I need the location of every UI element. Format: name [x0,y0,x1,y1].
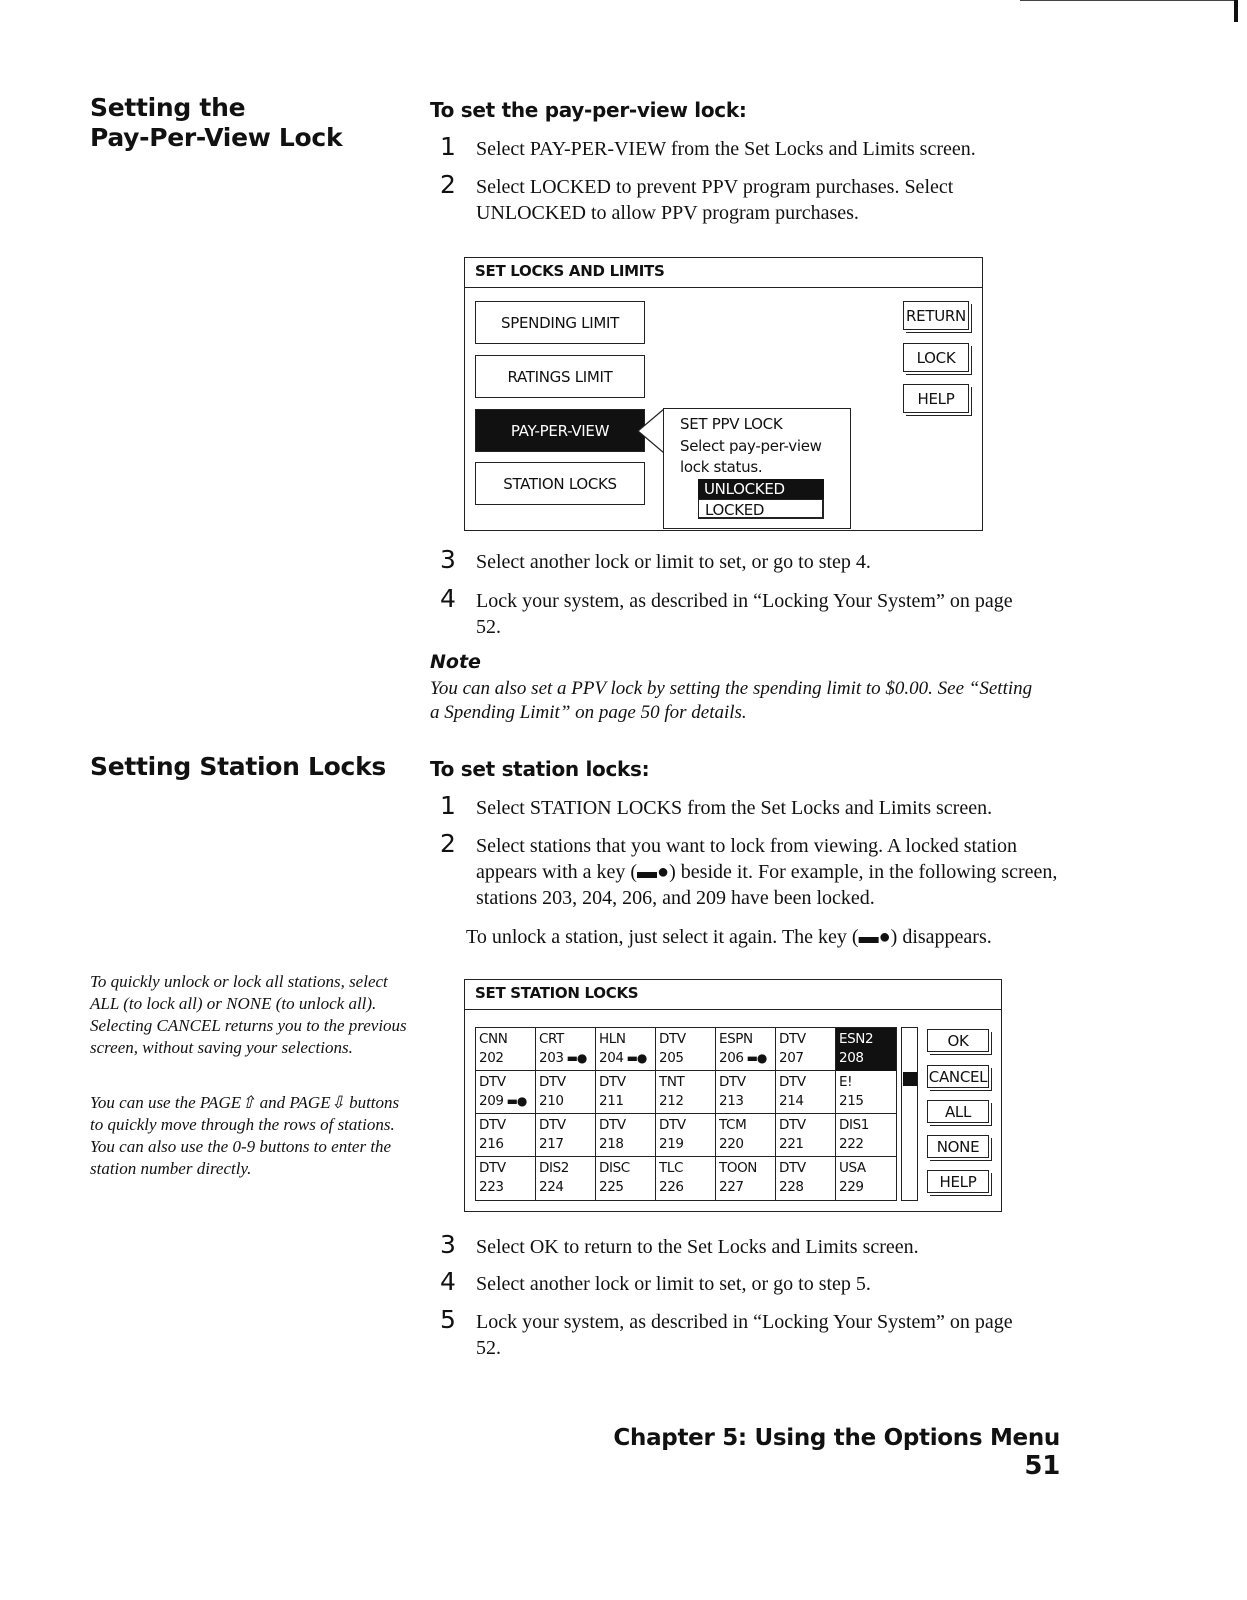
step-text: Select STATION LOCKS from the Set Locks and Limits screen. [476,797,993,819]
page-number: 51 [1024,1451,1060,1481]
station-name: DTV [599,1074,626,1090]
ratings-limit-button[interactable]: RATINGS LIMIT [475,355,645,398]
station-name: CRT [539,1031,564,1047]
station-number-value: 223 [479,1179,504,1195]
station-cell[interactable] [656,1157,716,1200]
key-icon: ▬● [506,1094,527,1108]
locked-option[interactable]: LOCKED [698,499,824,519]
station-cell[interactable] [536,1114,596,1157]
station-name: ESPN [719,1031,753,1047]
station-number-value: 218 [599,1136,624,1152]
station-cell[interactable] [476,1114,536,1157]
station-name: DISC [599,1160,630,1176]
station-name: DTV [539,1074,566,1090]
cancel-button[interactable]: CANCEL [927,1065,989,1088]
screen-title-divider [465,287,982,288]
station-number [479,1135,535,1154]
station-name: DTV [659,1117,686,1133]
station-grid [475,1027,897,1201]
station-number-value: 206 [719,1050,744,1066]
corner-bar [1234,0,1238,22]
lock-button[interactable]: LOCK [903,343,969,372]
step-text: Select PAY-PER-VIEW from the Set Locks and Limits screen. [476,138,976,160]
step-number: 1 [440,791,456,820]
station-number [479,1049,535,1068]
station-number [779,1135,835,1154]
station-cell[interactable] [656,1028,716,1071]
step-number: 3 [440,545,456,574]
station-number [599,1092,655,1111]
step-number: 1 [440,132,456,161]
station-name: DTV [719,1074,746,1090]
station-cell[interactable] [776,1028,836,1071]
step-number: 5 [440,1305,456,1334]
station-number-value: 219 [659,1136,684,1152]
station-number [839,1092,896,1111]
help-button[interactable]: HELP [927,1170,989,1193]
station-number [599,1135,655,1154]
note-text: You can also set a PPV lock by setting the spending limit to $0.00. See “Setting a Spending Limit” on page 50 for details. [430,678,1033,723]
station-number-value: 221 [779,1136,804,1152]
station-number [539,1178,595,1197]
station-cell[interactable] [656,1071,716,1114]
key-icon: ▬● [566,1051,587,1065]
station-number-value: 213 [719,1093,744,1109]
step-text: Select LOCKED to prevent PPV program purchases. Select UNLOCKED to allow PPV program purchases. [476,176,954,224]
station-number-value: 209 [479,1093,504,1109]
station-number [839,1135,896,1154]
station-cell[interactable] [596,1114,656,1157]
station-number [659,1135,715,1154]
station-name: DIS1 [839,1117,869,1133]
step-number: 4 [440,1267,456,1296]
station-name: DIS2 [539,1160,569,1176]
station-cell[interactable] [836,1157,896,1200]
pay-per-view-button[interactable]: PAY-PER-VIEW [475,409,645,452]
station-number [839,1178,896,1197]
station-number [839,1049,896,1068]
station-name: TOON [719,1160,757,1176]
station-cell[interactable] [536,1071,596,1114]
station-cell[interactable] [596,1071,656,1114]
station-number-value: 217 [539,1136,564,1152]
station-number [539,1049,595,1068]
screen-title-divider [465,1009,1001,1010]
page-footer [600,1425,1060,1481]
popup-pointer-icon [635,408,665,454]
margin-note-all-none: To quickly unlock or lock all stations, select ALL (to lock all) or NONE (to unlock all). Selecting CANCEL returns you to the previous screen, without saving your selections. [90,972,407,1057]
step-text: Lock your system, as described in “Locking Your System” on page 52. [476,590,1013,638]
station-cell[interactable] [476,1028,536,1071]
station-number-value: 226 [659,1179,684,1195]
station-locks-button[interactable]: STATION LOCKS [475,462,645,505]
station-number-value: 208 [839,1050,864,1066]
step-text: Select OK to return to the Set Locks and Limits screen. [476,1236,919,1258]
set-ppv-lock-popup [663,408,851,529]
step-text: Select another lock or limit to set, or go to step 4. [476,551,871,573]
step-text: Select stations that you want to lock from viewing. A locked station appears with a key (▬●) beside it. For example, in the following screen, stations 203, 204, 206, and 209 have been locked. [476,835,1058,909]
station-name: DTV [659,1031,686,1047]
section2-procedure-heading: To set station locks: [430,757,650,781]
station-number [719,1049,775,1068]
station-number-value: 220 [719,1136,744,1152]
station-number-value: 224 [539,1179,564,1195]
station-number-value: 204 [599,1050,624,1066]
station-name: TNT [659,1074,685,1090]
station-name: DTV [599,1117,626,1133]
station-number-value: 216 [479,1136,504,1152]
corner-rule [1020,0,1234,1]
station-name: HLN [599,1031,626,1047]
station-number [719,1135,775,1154]
spending-limit-button[interactable]: SPENDING LIMIT [475,301,645,344]
section1-heading [90,93,342,153]
station-number [599,1178,655,1197]
station-name: E! [839,1074,853,1090]
step-number: 2 [440,829,456,858]
station-number [719,1178,775,1197]
section1-procedure-heading: To set the pay-per-view lock: [430,98,747,122]
key-icon: ▬● [626,1051,647,1065]
station-name: DTV [539,1117,566,1133]
set-station-locks-screen [464,979,1002,1212]
screen-title: SET LOCKS AND LIMITS [475,262,665,280]
step-number: 2 [440,170,456,199]
station-number-value: 222 [839,1136,864,1152]
station-number [599,1049,655,1068]
station-name: DTV [779,1031,806,1047]
station-cell[interactable] [476,1071,536,1114]
unlocked-option[interactable]: UNLOCKED [698,479,824,499]
station-number [719,1092,775,1111]
step-text: Lock your system, as described in “Locking Your System” on page 52. [476,1311,1013,1359]
station-number [479,1092,535,1111]
station-cell[interactable] [536,1028,596,1071]
station-name: TCM [719,1117,747,1133]
station-number [479,1178,535,1197]
station-number-value: 211 [599,1093,624,1109]
screen-title: SET STATION LOCKS [475,984,639,1002]
station-cell[interactable] [716,1028,776,1071]
station-cell[interactable] [536,1157,596,1200]
station-number [779,1049,835,1068]
section1-heading-line1: Setting the [90,93,246,122]
station-cell[interactable] [596,1028,656,1071]
station-number-value: 225 [599,1179,624,1195]
station-cell[interactable] [836,1028,896,1071]
station-name: DTV [479,1117,506,1133]
unlock-instruction: To unlock a station, just select it again. The key (▬●) disappears. [466,926,992,948]
return-button[interactable]: RETURN [903,301,969,330]
station-number-value: 214 [779,1093,804,1109]
station-name: CNN [479,1031,508,1047]
station-cell[interactable] [836,1114,896,1157]
station-name: DTV [779,1160,806,1176]
station-number-value: 202 [479,1050,504,1066]
set-locks-and-limits-screen [464,257,983,531]
station-cell[interactable] [776,1114,836,1157]
station-number [659,1049,715,1068]
station-name: DTV [779,1117,806,1133]
station-cell[interactable] [716,1071,776,1114]
station-name: USA [839,1160,866,1176]
station-scrollbar[interactable] [901,1027,918,1201]
station-cell[interactable] [776,1157,836,1200]
station-cell[interactable] [836,1071,896,1114]
station-number-value: 212 [659,1093,684,1109]
note-label: Note [430,651,481,673]
all-button[interactable]: ALL [927,1100,989,1123]
station-name: DTV [479,1160,506,1176]
section1-heading-line2: Pay-Per-View Lock [90,123,343,152]
station-number-value: 228 [779,1179,804,1195]
station-number-value: 215 [839,1093,864,1109]
none-button[interactable]: NONE [927,1135,989,1158]
station-name: DTV [479,1074,506,1090]
station-number [539,1092,595,1111]
step-text: Select another lock or limit to set, or go to step 5. [476,1273,871,1295]
station-name: DTV [779,1074,806,1090]
step-number: 3 [440,1230,456,1259]
section2-heading: Setting Station Locks [90,752,386,781]
station-number-value: 203 [539,1050,564,1066]
help-button[interactable]: HELP [903,384,969,413]
station-cell[interactable] [476,1157,536,1200]
station-number [779,1092,835,1111]
station-number [659,1178,715,1197]
popup-line2: lock status. [680,458,763,476]
station-number [779,1178,835,1197]
step-number: 4 [440,584,456,613]
scrollbar-thumb[interactable] [903,1072,917,1086]
station-number [659,1092,715,1111]
chapter-title: Chapter 5: Using the Options Menu [613,1425,1060,1451]
station-number-value: 210 [539,1093,564,1109]
margin-note-page-buttons: You can use the PAGE⇧ and PAGE⇩ buttons to quickly move through the rows of stations. You can also use the 0-9 buttons to enter the station number directly. [90,1093,400,1178]
station-name: ESN2 [839,1031,874,1047]
ok-button[interactable]: OK [927,1029,989,1052]
station-cell[interactable] [716,1157,776,1200]
station-number-value: 207 [779,1050,804,1066]
station-cell[interactable] [776,1071,836,1114]
station-number-value: 205 [659,1050,684,1066]
station-number-value: 229 [839,1179,864,1195]
station-name: TLC [659,1160,683,1176]
key-icon: ▬● [746,1051,767,1065]
station-cell[interactable] [656,1114,716,1157]
popup-line1: Select pay-per-view [680,437,822,455]
station-number [539,1135,595,1154]
station-cell[interactable] [596,1157,656,1200]
popup-title: SET PPV LOCK [680,415,783,433]
station-number-value: 227 [719,1179,744,1195]
station-cell[interactable] [716,1114,776,1157]
